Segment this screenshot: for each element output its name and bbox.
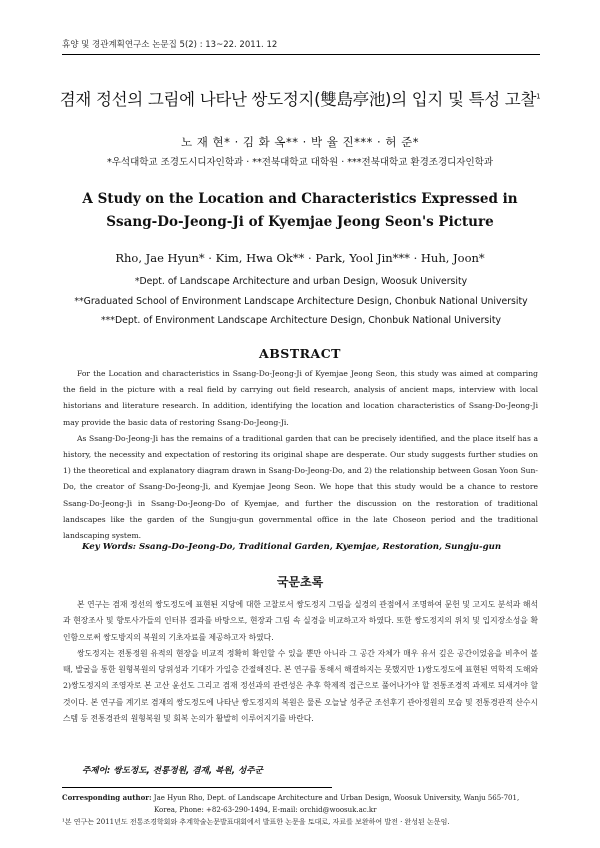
keywords-english: Key Words: Ssang-Do-Jeong-Do, Traditional Garden, Kyemjae, Restoration, Sungju-gun	[82, 542, 502, 552]
title-footnote-mark: 1	[536, 92, 541, 101]
header-rule	[62, 54, 540, 55]
footnote-rule	[62, 787, 332, 788]
running-head: 휴양 및 경관계획연구소 논문집 5(2) : 13~22. 2011. 12	[62, 40, 278, 50]
affiliations-korean: *우석대학교 조경도시디자인학과 · **전북대학교 대학원 · ***전북대학교 환경조경디자인학과	[106, 157, 494, 168]
affiliation-line: **Graduated School of Environment Landscape Architecture Design, Chonbuk National University	[74, 295, 528, 307]
keywords-korean: 주제어: 쌍도정도, 전통정원, 겸재, 복원, 성주군	[82, 766, 263, 776]
title-english	[80, 188, 520, 234]
korean-abstract-body	[63, 597, 538, 727]
footnotes	[62, 792, 545, 828]
footnote-corresponding-label: Corresponding author:	[62, 793, 152, 802]
title-english-line: Ssang-Do-Jeong-Ji of Kyemjae Jeong Seon's Picture	[106, 214, 494, 230]
abstract-paragraph: As Ssang-Do-Jeong-Ji has the remains of a traditional garden that can be precisely identified, and the place itself has a history, the necessity and expectation of restoring its original shape are desperate. Our study suggests further studies on 1) the theoretical and explanatory diagram drawn in Ssang-Do-Jeong-Do, and 2) the relationship between Gosan Yoon Sun-Do, the creator of Ssang-Do-Jeong-Ji, and Kyemjae Jeong Seon. We hope that this study would be a chance to restore Ssang-Do-Jeong-Ji in Ssang-Do-Jeong-Do of Kyemjae, and further the discussion on the restoration of traditional landscapes like the garden of the Sungju-gun governmental office in the late Choseon period and the traditional landscaping system.	[63, 433, 538, 541]
korean-abstract-paragraph: 본 연구는 겸재 정선의 쌍도정도에 표현된 지당에 대한 고찰로서 쌍도정지 그림을 실경의 관점에서 조명하여 문헌 및 고지도 분석과 해석과 현장조사 및 향토사가들의 인터뷰 결과를 바탕으로, 현장과 그림 속 실경을 비교하고자 하였다. 또한 쌍도정지의 위치 및 입지장소성을 확인함으로써 쌍도방지의 복원의 기초자료를 제공하고자 하였다.	[63, 600, 538, 642]
abstract-paragraph: For the Location and characteristics in Ssang-Do-Jeong-Ji of Kyemjae Jeong Seon, this study was aimed at comparing the field in the picture with a real field by carrying out field research, analysis of ancient maps, interview with local historians and literature research. In addition, identifying the location and location characteristics of Ssang-Do-Jeong-Ji may provide the basic data of restoring Ssang-Do-Jeong-Ji.	[63, 369, 538, 427]
abstract-body	[63, 366, 538, 544]
title-english-line: A Study on the Location and Characteristics Expressed in	[82, 191, 518, 207]
title-korean-text: 겸재 정선의 그림에 나타난 쌍도정지(雙島亭池)의 입지 및 특성 고찰	[59, 90, 537, 109]
title-korean	[0, 86, 600, 110]
affiliation-line: *Dept. of Landscape Architecture and urban Design, Woosuk University	[134, 276, 468, 287]
authors-english: Rho, Jae Hyun* · Kim, Hwa Ok** · Park, Yool Jin*** · Huh, Joon*	[115, 251, 485, 265]
authors-korean: 노 재 현* · 김 화 옥** · 박 율 진*** · 허 준*	[181, 135, 419, 149]
korean-abstract-paragraph: 쌍도정지는 전통정원 유적의 현장을 비교적 정확히 확인할 수 있을 뿐만 아니라 그 공간 자체가 매우 유서 깊은 공간이었음을 비추어 볼 때, 발굴을 통한 원형복원의 당위성과 기대가 가일층 간절해진다. 본 연구를 통해서 해결하지는 못했지만 1)쌍도정도에 표현된 역학적 도해와 2)쌍도정지의 조영자로 본 고산 윤선도 그리고 겸재 정선과의 관련성은 추후 학제적 접근으로 풀어나가야 할 전통조경적 과제로 되새겨야 할 것이다. 본 연구를 계기로 겸재의 쌍도정도에 나타난 쌍도정지의 복원은 물론 오늘날 성주군 조선후기 관아정원의 모습 및 전통경관적 산수시스템 등 전통경관의 원형복원 및 회복 논의가 활발히 이루어지기를 바란다.	[63, 648, 538, 724]
affiliation-line: ***Dept. of Environment Landscape Architecture Design, Chonbuk National University	[101, 315, 501, 326]
abstract-heading: ABSTRACT	[259, 346, 341, 361]
footnote-note: ¹본 연구는 2011년도 전통조경학회와 추계학술논문발표대회에서 발표한 논문을 토대로, 자료를 보완하여 발전 · 완성된 논문임.	[62, 818, 450, 826]
footnote-corresponding-text: Jae Hyun Rho, Dept. of Landscape Architecture and Urban Design, Woosuk University, Wanju 565-701,	[153, 794, 520, 802]
korean-abstract-heading: 국문초록	[276, 575, 324, 589]
footnote-corresponding	[62, 792, 545, 804]
affiliations-english	[62, 272, 540, 331]
footnote-contact: Korea, Phone: +82-63-290-1494, E-mail: orchid@woosuk.ac.kr	[154, 806, 377, 814]
